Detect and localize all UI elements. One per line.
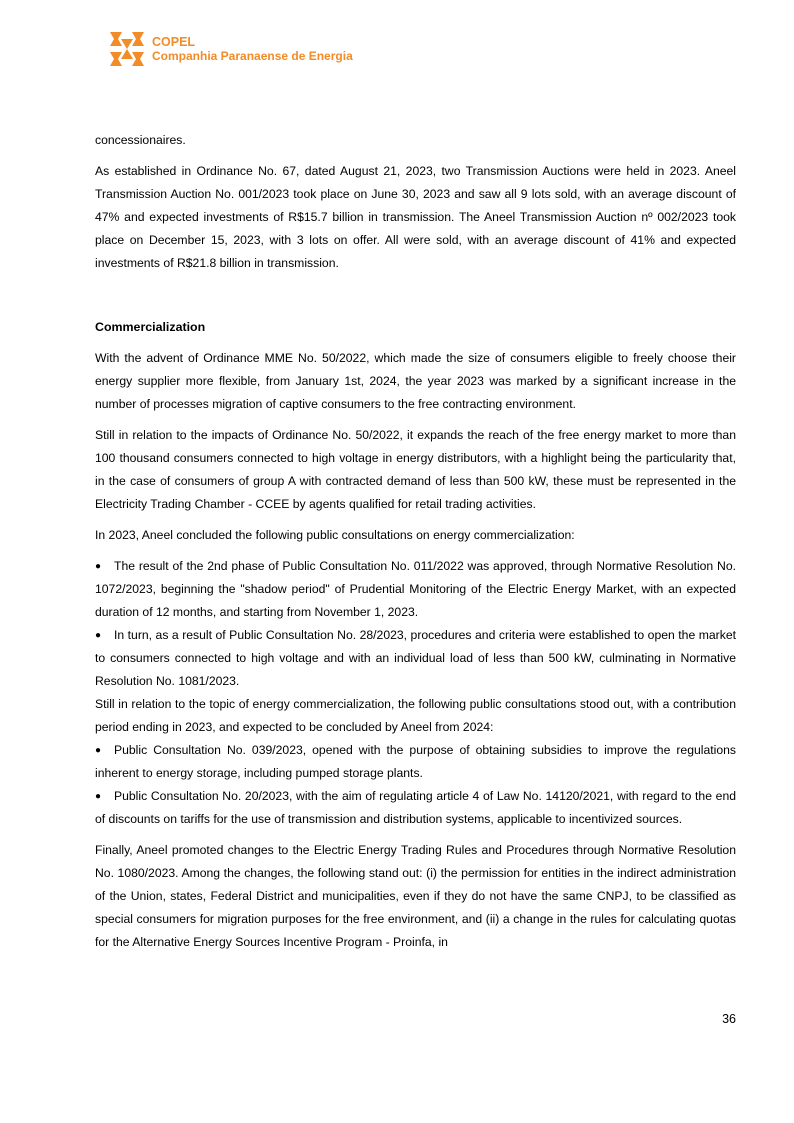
list-item-text: The result of the 2nd phase of Public Consultation No. 011/2022 was approved, through Normative Resolution No. 1072/2023, beginning the "shadow period" of Prudential Monitoring of the Electric Energy Market, with an expected duration of 12 months, and starting from November 1, 2023. — [95, 559, 736, 619]
list-item-text: In turn, as a result of Public Consultation No. 28/2023, procedures and criteria were established to open the market to consumers connected to high voltage and with an individual load of less than 500 kW, culminating in Normative Resolution No. 1081/2023. — [95, 628, 736, 688]
bullet-icon: ● — [95, 791, 102, 802]
company-short-name: COPEL — [152, 35, 196, 49]
paragraph-trading-rules: Finally, Aneel promoted changes to the Electric Energy Trading Rules and Procedures through Normative Resolution No. 1080/2023. Among the changes, the following stand out: (i) the permission for entities in the indirect administration of the Union, states, Federal District and municipalities, even if they do not have the same CNPJ, to be classified as special consumers for migration purposes for the free environment, and (ii) a change in the rules for calculating quotas for the Alternative Energy Sources Incentive Program - Proinfa, in — [95, 843, 736, 949]
bullet-icon: ● — [95, 630, 102, 641]
list-item — [95, 785, 736, 831]
list-item — [95, 624, 736, 693]
section-heading-commercialization: Commercialization — [95, 320, 206, 334]
list-item-text: Public Consultation No. 20/2023, with the aim of regulating article 4 of Law No. 14120/2021, with regard to the end of discounts on tariffs for the use of transmission and distribution systems, applicable to incentivized sources. — [95, 789, 736, 826]
list-item — [95, 739, 736, 785]
paragraph-free-market-reach: Still in relation to the impacts of Ordinance No. 50/2022, it expands the reach of the free energy market to more than 100 thousand consumers connected to high voltage in energy distributors, with a highlight being the particularity that, in the case of consumers of group A with contracted demand of less than 500 kW, these must be represented in the Electricity Trading Chamber - CCEE by agents qualified for retail trading activities. — [95, 428, 736, 511]
bullet-icon: ● — [95, 561, 102, 572]
logo-text — [152, 35, 353, 63]
document-body — [95, 129, 736, 954]
list-item — [95, 555, 736, 624]
bullet-icon: ● — [95, 745, 102, 756]
page-number: 36 — [722, 1012, 736, 1026]
company-full-name: Companhia Paranaense de Energia — [152, 49, 353, 63]
paragraph-public-consultations-intro: In 2023, Aneel concluded the following public consultations on energy commercialization: — [95, 528, 575, 542]
copel-logo-icon — [108, 30, 146, 68]
paragraph-transmission-auctions: As established in Ordinance No. 67, dated August 21, 2023, two Transmission Auctions were held in 2023. Aneel Transmission Auction No. 001/2023 took place on June 30, 2023 and saw all 9 lots sold, with an average discount of 47% and expected investments of R$15.7 billion in transmission. The Aneel Transmission Auction nº 002/2023 took place on December 15, 2023, with 3 lots on offer. All were sold, with an average discount of 41% and expected investments of R$21.8 billion in transmission. — [95, 164, 736, 270]
paragraph-ordinance-50: With the advent of Ordinance MME No. 50/2022, which made the size of consumers eligible to freely choose their energy supplier more flexible, from January 1st, 2024, the year 2023 was marked by a significant increase in the number of processes migration of captive consumers to the free contracting environment. — [95, 351, 736, 411]
paragraph-continuation: concessionaires. — [95, 133, 186, 147]
paragraph-consultations-2024: Still in relation to the topic of energy commercialization, the following public consultations stood out, with a contribution period ending in 2023, and expected to be concluded by Aneel from 2024: — [95, 697, 736, 734]
list-item-text: Public Consultation No. 039/2023, opened with the purpose of obtaining subsidies to improve the regulations inherent to energy storage, including pumped storage plants. — [95, 743, 736, 780]
page-header — [108, 30, 353, 68]
